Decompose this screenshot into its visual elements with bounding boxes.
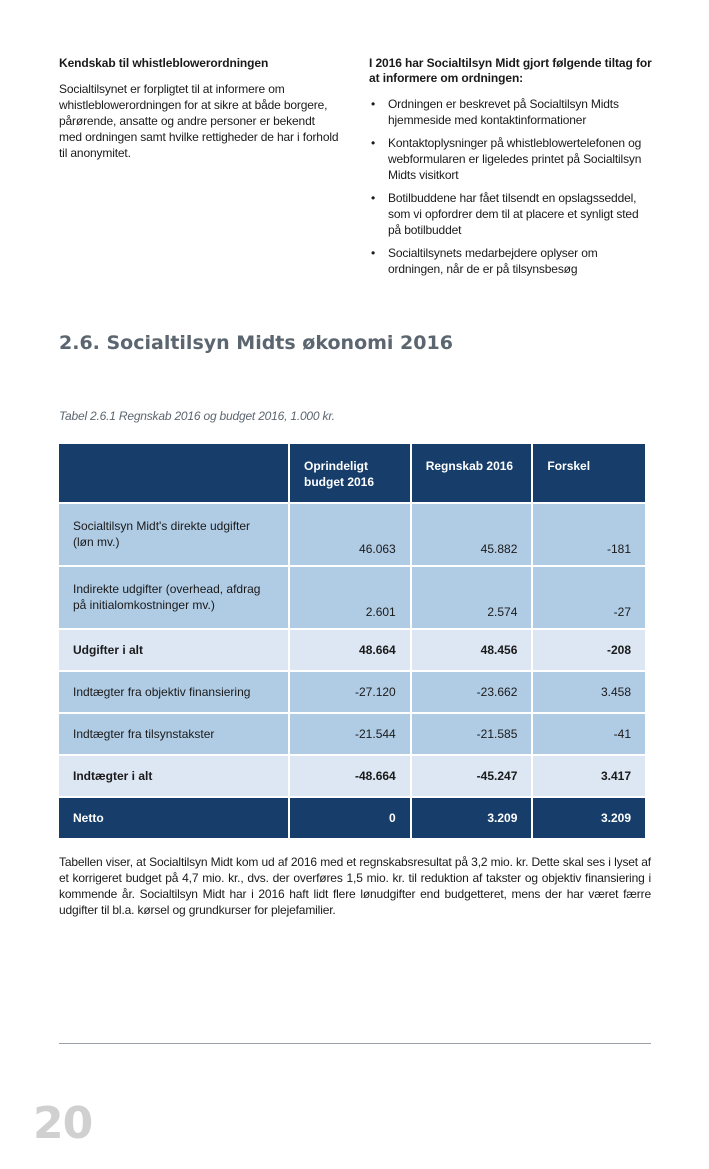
regnskab-value: -23.662	[412, 672, 532, 712]
regnskab-value: 45.882	[412, 504, 532, 565]
left-column-heading: Kendskab til whistleblowerordningen	[59, 56, 269, 70]
budget-value: -27.120	[290, 672, 410, 712]
header-cell-budget: Oprindeligt budget 2016	[290, 444, 410, 502]
row-label: Udgifter i alt	[59, 630, 288, 670]
section-title: 2.6. Socialtilsyn Midts økonomi 2016	[59, 332, 453, 354]
table-row	[59, 567, 645, 628]
budget-value: -21.544	[290, 714, 410, 754]
header-cell-forskel: Forskel	[533, 444, 645, 502]
forskel-value: 3.209	[533, 798, 645, 838]
forskel-value: -41	[533, 714, 645, 754]
budget-value: 46.063	[290, 504, 410, 565]
regnskab-value: -45.247	[412, 756, 532, 796]
right-column	[369, 56, 652, 284]
row-label: Netto	[59, 798, 288, 838]
regnskab-value: 48.456	[412, 630, 532, 670]
forskel-value: -27	[533, 567, 645, 628]
table-explanation: Tabellen viser, at Socialtilsyn Midt kom ud af 2016 med et regnskabsresultat på 3,2 mio. kr. Dette skal ses i lyset af et korrigeret budget på 4,7 mio. kr., dvs. der overføres 1,5 mio. kr. til reduktion af takster og objektiv finansiering i kommende år. Socialtilsyn Midt har i 2016 haft lidt flere lønudgifter end budgetteret, mens der har været færre udgifter til bl.a. kørsel og grundkurser for plejefamilier.	[59, 855, 651, 917]
list-item: • Kontaktoplysninger på whistleblowertelefonen og webformularen er ligeledes printet på Socialtilsyn Midts visitkort	[369, 135, 652, 183]
forskel-value: 3.458	[533, 672, 645, 712]
row-label: Indtægter i alt	[59, 756, 288, 796]
left-column-paragraph: Socialtilsynet er forpligtet til at informere om whistleblowerordningen for at sikre at både borgere, pårørende, ansatte og andre personer er bekendt med ordningen samt hvilke rettigheder de har i forhold til anonymitet.	[59, 82, 339, 160]
forskel-value: 3.417	[533, 756, 645, 796]
budget-table	[57, 442, 647, 840]
regnskab-value: 3.209	[412, 798, 532, 838]
forskel-value: -181	[533, 504, 645, 565]
table-row-total	[59, 798, 645, 838]
table-caption: Tabel 2.6.1 Regnskab 2016 og budget 2016, 1.000 kr.	[59, 409, 335, 423]
budget-value: -48.664	[290, 756, 410, 796]
right-column-heading: I 2016 har Socialtilsyn Midt gjort følgende tiltag for at informere om ordningen:	[369, 56, 652, 85]
page-number: 20	[33, 1098, 93, 1149]
table-header-row	[59, 444, 645, 502]
measures-list	[369, 96, 652, 277]
table-row-subtotal	[59, 630, 645, 670]
row-label: Socialtilsyn Midt's direkte udgifter (løn mv.)	[59, 504, 288, 565]
regnskab-value: 2.574	[412, 567, 532, 628]
budget-value: 0	[290, 798, 410, 838]
forskel-value: -208	[533, 630, 645, 670]
table-row	[59, 672, 645, 712]
budget-value: 2.601	[290, 567, 410, 628]
list-item: • Socialtilsynets medarbejdere oplyser om ordningen, når de er på tilsynsbesøg	[369, 245, 652, 277]
header-cell-empty	[59, 444, 288, 502]
row-label: Indtægter fra objektiv finansiering	[59, 672, 288, 712]
table-row-subtotal	[59, 756, 645, 796]
header-cell-regnskab: Regnskab 2016	[412, 444, 532, 502]
footer-divider	[59, 1043, 651, 1044]
table-row	[59, 504, 645, 565]
row-label: Indtægter fra tilsynstakster	[59, 714, 288, 754]
row-label: Indirekte udgifter (overhead, afdrag på initialomkostninger mv.)	[59, 567, 288, 628]
table-row	[59, 714, 645, 754]
list-item: • Botilbuddene har fået tilsendt en opslagsseddel, som vi opfordrer dem til at placere et synligt sted på botilbuddet	[369, 190, 652, 238]
list-item: • Ordningen er beskrevet på Socialtilsyn Midts hjemmeside med kontaktinformationer	[369, 96, 652, 128]
budget-value: 48.664	[290, 630, 410, 670]
regnskab-value: -21.585	[412, 714, 532, 754]
left-column	[59, 56, 339, 161]
